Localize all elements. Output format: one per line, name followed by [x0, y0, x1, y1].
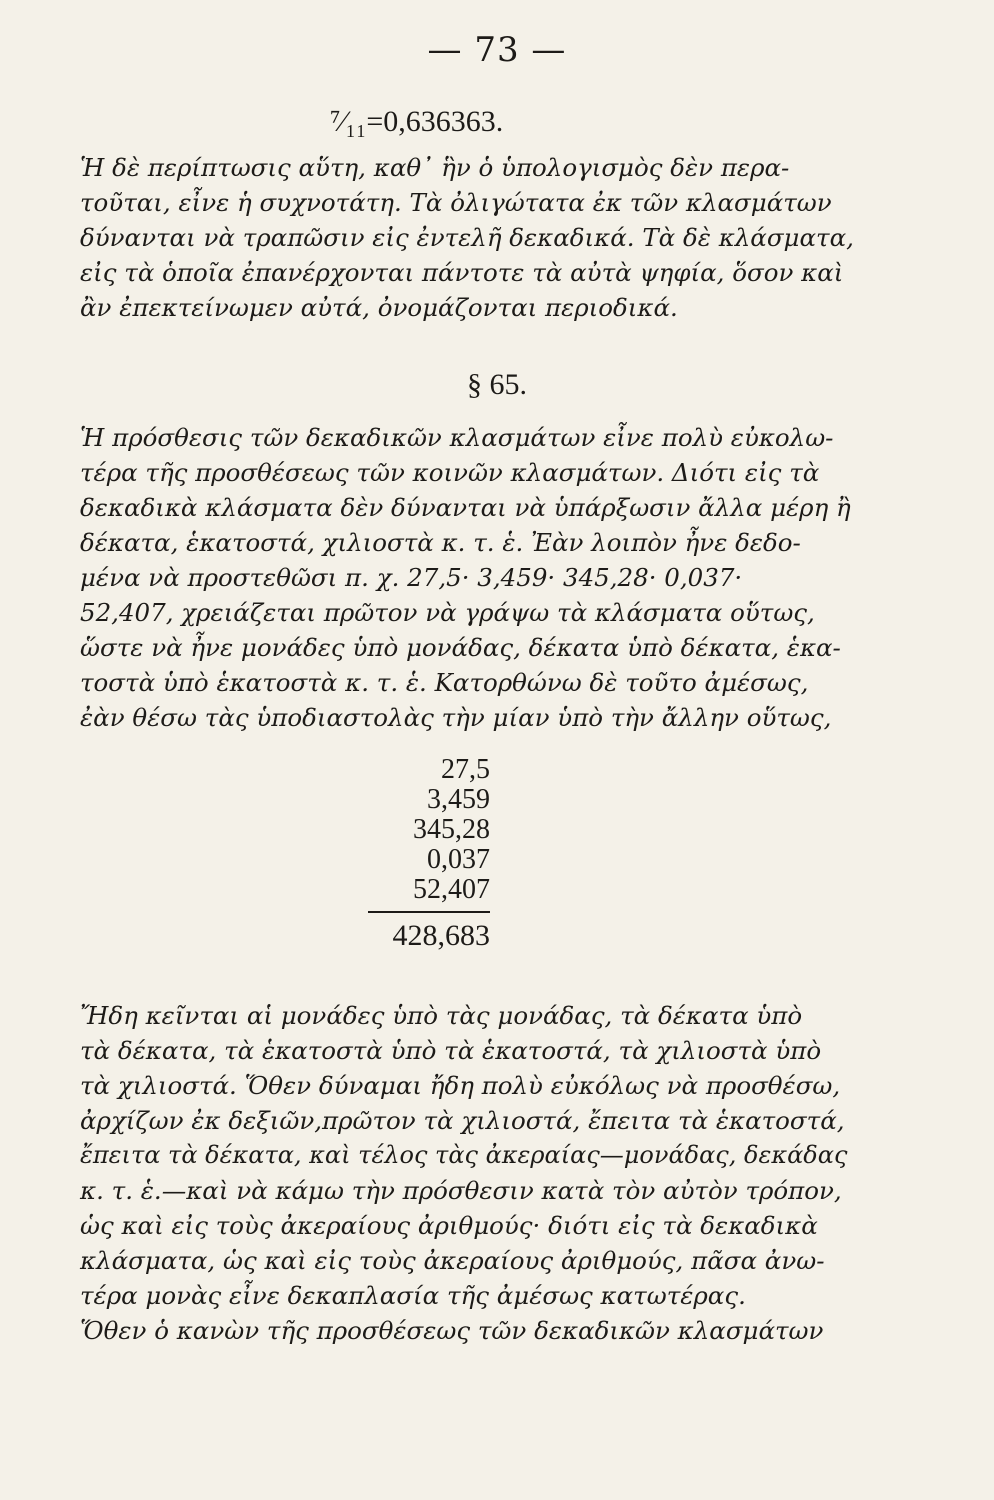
fraction-result: ⁷⁄₁₁=0,636363. [330, 105, 504, 138]
addend: 345,28 [413, 814, 490, 845]
text-line: ἂν ἐπεκτείνωμεν αὐτά, ὀνομάζονται περιοδικά. [80, 293, 678, 322]
addition-example [360, 755, 490, 951]
sum-rule [368, 911, 490, 913]
text-line: 52,407, χρειάζεται πρῶτον νὰ γράψω τὰ κλάσματα οὕτως, [80, 598, 815, 627]
paragraph-decimal-addition [80, 420, 855, 735]
text-line: κ. τ. ἑ.—καὶ νὰ κάμω τὴν πρόσθεσιν κατὰ τὸν αὐτὸν τρόπον, [80, 1176, 842, 1205]
text-line: τέρα τῆς προσθέσεως τῶν κοινῶν κλασμάτων. Διότι εἰς τὰ [80, 458, 820, 487]
text-line: Ἤδη κεῖνται αἱ μονάδες ὑπὸ τὰς μονάδας, τὰ δέκατα ὑπὸ [80, 1001, 803, 1030]
page-number: — 73 — [427, 30, 567, 70]
text-line: μένα νὰ προστεθῶσι π. χ. 27,5· 3,459· 345,28· 0,037· [80, 563, 743, 592]
section-heading: § 65. [467, 368, 527, 401]
text-line: τὰ δέκατα, τὰ ἑκατοστὰ ὑπὸ τὰ ἑκατοστά, τὰ χιλιοστὰ ὑπὸ [80, 1036, 822, 1065]
text-line: ἔπειτα τὰ δέκατα, καὶ τέλος τὰς ἀκεραίας—μονάδας, δεκάδας [80, 1141, 848, 1169]
text-line: δύνανται νὰ τραπῶσιν εἰς ἐντελῆ δεκαδικά. Τὰ δὲ κλάσματα, [80, 223, 854, 252]
text-line: τοῦται, εἶνε ἡ συχνοτάτη. Τὰ ὀλιγώτατα ἐκ τῶν κλασμάτων [80, 188, 832, 217]
text-line: τὰ χιλιοστά. Ὅθεν δύναμαι ἤδη πολὺ εὐκόλως νὰ προσθέσω, [80, 1071, 841, 1100]
sum-total: 428,683 [392, 919, 490, 952]
paragraph-periodic-fractions [80, 150, 855, 325]
addend: 52,407 [413, 874, 490, 905]
text-line: Ἡ δὲ περίπτωσις αὕτη, καθ᾿ ἣν ὁ ὑπολογισμὸς δὲν περα- [80, 153, 790, 182]
addend: 27,5 [441, 754, 490, 785]
text-line: δέκατα, ἑκατοστά, χιλιοστὰ κ. τ. ἑ. Ἐὰν λοιπὸν ἦνε δεδο- [80, 528, 801, 557]
text-line: Ἡ πρόσθεσις τῶν δεκαδικῶν κλασμάτων εἶνε πολὺ εὐκολω- [80, 423, 834, 452]
text-line: τέρα μονὰς εἶνε δεκαπλασία τῆς ἀμέσως κατωτέρας. [80, 1281, 746, 1310]
paragraph-column-alignment [80, 998, 855, 1348]
text-line: ὡς καὶ εἰς τοὺς ἀκεραίους ἀριθμούς· διότι εἰς τὰ δεκαδικὰ [80, 1211, 818, 1240]
text-line: εἰς τὰ ὁποῖα ἐπανέρχονται πάντοτε τὰ αὐτὰ ψηφία, ὅσον καὶ [80, 258, 844, 287]
text-line: ἀρχίζων ἐκ δεξιῶν,πρῶτον τὰ χιλιοστά, ἔπειτα τὰ ἑκατοστά, [80, 1106, 845, 1135]
text-line: ὥστε νὰ ἦνε μονάδες ὑπὸ μονάδας, δέκατα ὑπὸ δέκατα, ἑκα- [80, 633, 841, 662]
text-line: δεκαδικὰ κλάσματα δὲν δύνανται νὰ ὑπάρξωσιν ἄλλα μέρη ἢ [80, 493, 851, 522]
addend: 3,459 [427, 784, 490, 815]
text-line: τοστὰ ὑπὸ ἑκατοστὰ κ. τ. ἑ. Κατορθώνω δὲ τοῦτο ἀμέσως, [80, 668, 809, 697]
text-line: Ὅθεν ὁ κανὼν τῆς προσθέσεως τῶν δεκαδικῶν κλασμάτων [80, 1316, 824, 1345]
addend: 0,037 [427, 844, 490, 875]
text-line: κλάσματα, ὡς καὶ εἰς τοὺς ἀκεραίους ἀριθμούς, πᾶσα ἀνω- [80, 1246, 825, 1275]
text-line: ἐὰν θέσω τὰς ὑποδιαστολὰς τὴν μίαν ὑπὸ τὴν ἄλλην οὕτως, [80, 703, 832, 732]
